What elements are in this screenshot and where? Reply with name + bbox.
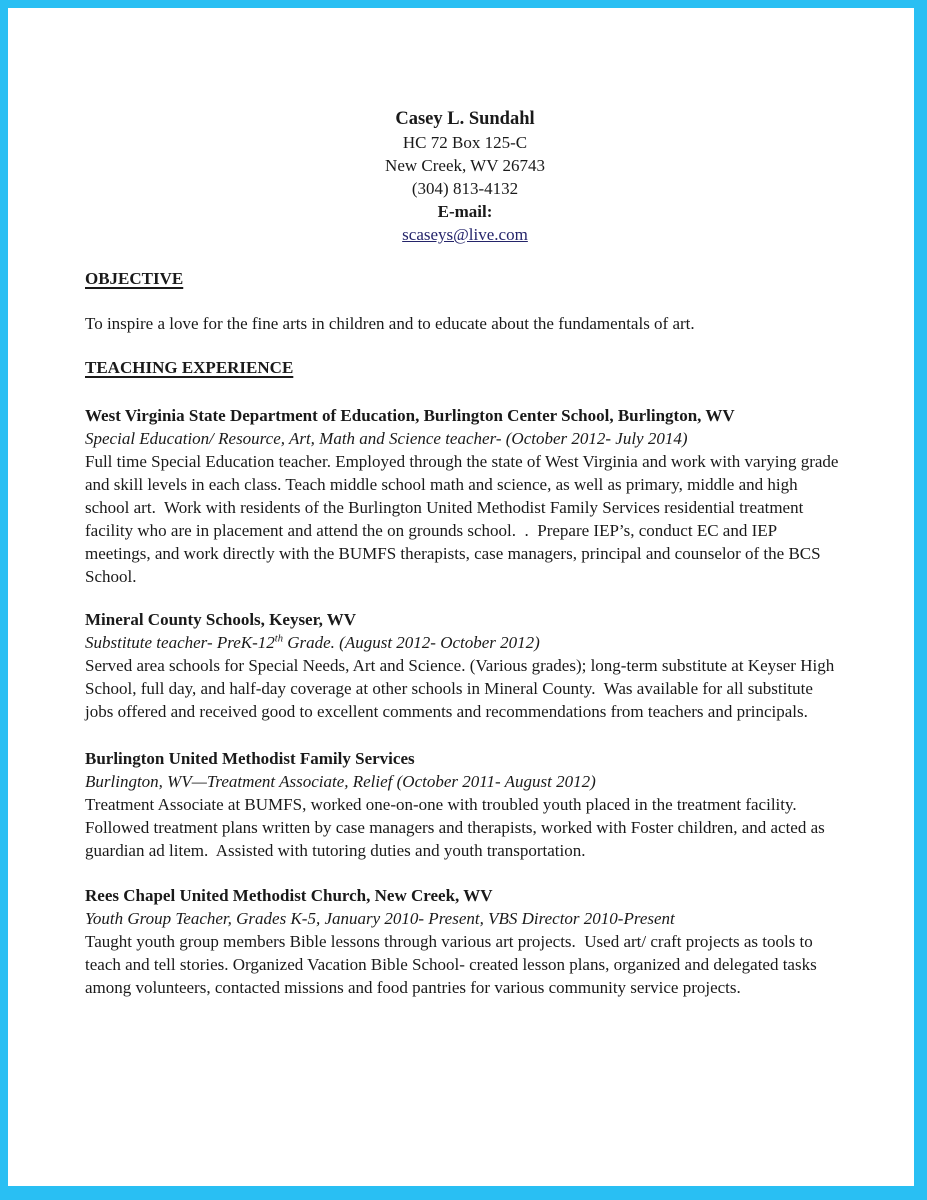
entry-subtitle: Special Education/ Resource, Art, Math and Science teacher- (October 2012- July 2014)	[85, 429, 688, 448]
resume-page	[8, 8, 914, 1186]
contact-address-line2: New Creek, WV 26743	[385, 156, 545, 175]
contact-header	[85, 108, 845, 246]
entry-subtitle: Youth Group Teacher, Grades K-5, January 2010- Present, VBS Director 2010-Present	[85, 909, 675, 928]
contact-name: Casey L. Sundahl	[395, 109, 535, 129]
entry-description: Taught youth group members Bible lessons through various art projects. Used art/ craft projects as tools to teach and tell stories. Organized Vacation Bible School- created lesson plans, organized and delegated tasks among volunteers, contacted missions and food pantries for various community service projects.	[85, 932, 821, 997]
experience-entry-rees-chapel	[85, 884, 845, 999]
contact-address-line1: HC 72 Box 125-C	[402, 133, 528, 152]
entry-title: Burlington United Methodist Family Services	[85, 749, 415, 768]
entry-title: Rees Chapel United Methodist Church, New Creek, WV	[85, 886, 493, 905]
entry-subtitle-post: Grade. (August 2012- October 2012)	[282, 633, 540, 652]
entry-subtitle-pre: Substitute teacher- PreK-12	[85, 633, 275, 652]
entry-description: Served area schools for Special Needs, Art and Science. (Various grades); long-term substitute at Keyser High School, full day, and half-day coverage at other schools in Mineral County. Was available for all substitute jobs offered and received good to excellent comments and recommendations from teachers and principals.	[85, 656, 839, 721]
resume-content	[85, 8, 845, 999]
email-label: E-mail:	[437, 202, 493, 221]
entry-subtitle: Burlington, WV—Treatment Associate, Relief (October 2011- August 2012)	[85, 772, 596, 791]
ordinal-superscript: th	[274, 633, 283, 645]
contact-phone: (304) 813-4132	[411, 179, 519, 198]
entry-title: Mineral County Schools, Keyser, WV	[85, 610, 357, 629]
section-heading-objective: OBJECTIVE	[85, 269, 184, 288]
email-row	[85, 223, 845, 246]
email-link[interactable]: scaseys@live.com	[402, 225, 528, 244]
entry-description: Full time Special Education teacher. Employed through the state of West Virginia and work with varying grade and skill levels in each class. Teach middle school math and science, as well as primary, middle and high school art. Work with residents of the Burlington United Methodist Family Services residential treatment facility who are in placement and attend the on grounds school. . Prepare IEP’s, conduct EC and IEP meetings, and work directly with the BUMFS therapists, case managers, principal and counselor of the BCS School.	[85, 452, 843, 586]
experience-entry-mineral-county-schools	[85, 608, 845, 723]
experience-entry-bumfs	[85, 747, 845, 862]
section-heading-teaching-experience: TEACHING EXPERIENCE	[85, 358, 294, 377]
entry-subtitle	[85, 631, 845, 654]
entry-title: West Virginia State Department of Education, Burlington Center School, Burlington, WV	[85, 406, 735, 425]
objective-text: To inspire a love for the fine arts in children and to educate about the fundamentals of art.	[85, 314, 695, 333]
entry-description: Treatment Associate at BUMFS, worked one-on-one with troubled youth placed in the treatment facility. Followed treatment plans written by case managers and therapists, worked with Foster children, and acted as guardian ad litem. Assisted with tutoring duties and youth transportation.	[85, 795, 830, 860]
experience-entry-wv-dept-education	[85, 404, 845, 588]
